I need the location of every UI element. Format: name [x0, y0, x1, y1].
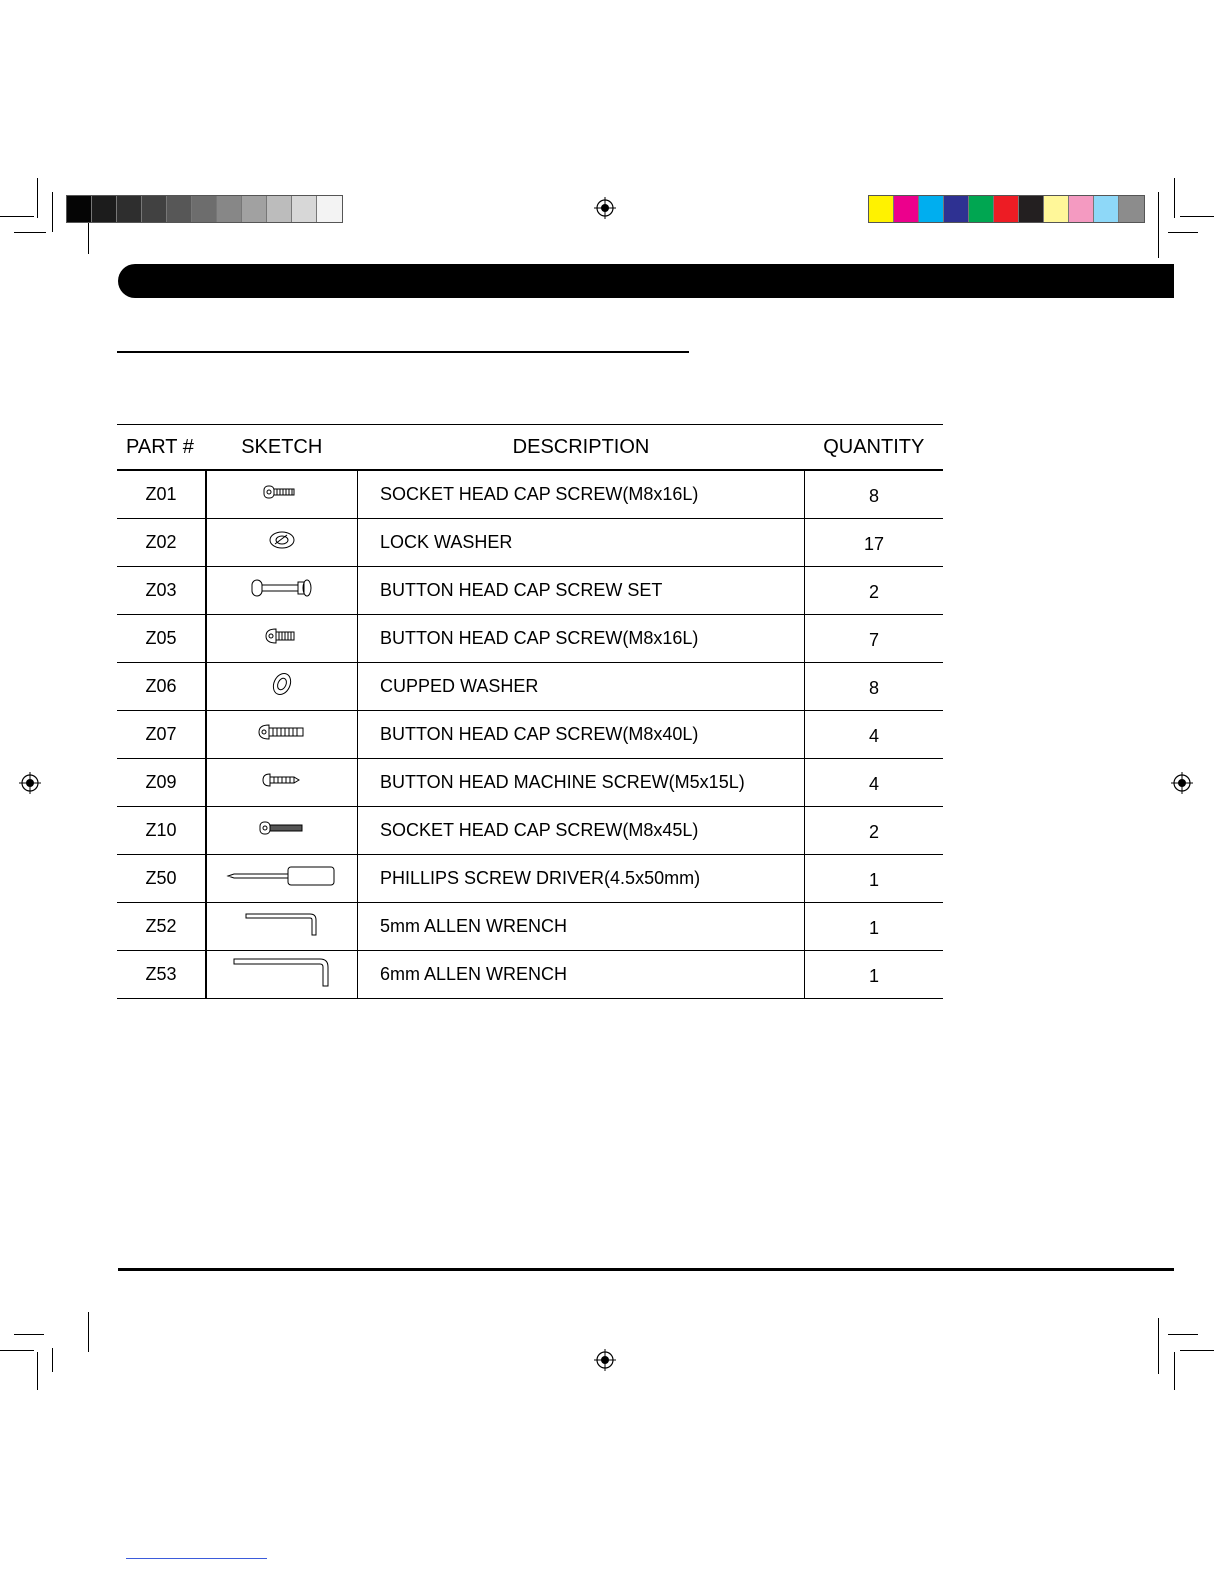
part-quantity: 7 [805, 615, 944, 663]
sketch-cell [206, 711, 358, 759]
sketch-cell [206, 663, 358, 711]
crop-mark [1168, 232, 1198, 233]
sketch-cell [206, 807, 358, 855]
crop-mark [1158, 192, 1159, 258]
part-quantity: 17 [805, 519, 944, 567]
color-swatch [869, 196, 894, 222]
gray-swatch [167, 196, 192, 222]
part-quantity: 8 [805, 663, 944, 711]
crop-mark [1168, 1334, 1198, 1335]
part-number: Z53 [117, 951, 206, 999]
color-swatch [1094, 196, 1119, 222]
part-number: Z50 [117, 855, 206, 903]
gray-swatch [117, 196, 142, 222]
crop-mark [1180, 216, 1214, 217]
title-underline [117, 351, 689, 353]
part-quantity: 2 [805, 807, 944, 855]
sketch-cell [206, 519, 358, 567]
part-quantity: 1 [805, 855, 944, 903]
table-row [117, 807, 943, 855]
table-row [117, 567, 943, 615]
color-swatch [969, 196, 994, 222]
crop-mark [14, 232, 46, 233]
lock-washer-icon [267, 529, 297, 556]
crop-mark [52, 1348, 53, 1372]
part-description: BUTTON HEAD CAP SCREW SET [358, 567, 805, 615]
part-description: BUTTON HEAD CAP SCREW(M8x16L) [358, 615, 805, 663]
header-band [118, 264, 1174, 298]
footer-rule [118, 1268, 1174, 1271]
crop-mark [52, 192, 53, 232]
gray-swatch [317, 196, 342, 222]
part-number: Z09 [117, 759, 206, 807]
allen-wrench-large-icon [232, 956, 332, 993]
socket-screw-long-icon [258, 820, 306, 841]
table-row [117, 470, 943, 519]
part-number: Z52 [117, 903, 206, 951]
part-number: Z02 [117, 519, 206, 567]
gray-swatch [292, 196, 317, 222]
gray-swatch [92, 196, 117, 222]
crop-mark [1174, 178, 1175, 218]
sketch-cell [206, 951, 358, 999]
part-quantity: 4 [805, 711, 944, 759]
part-quantity: 1 [805, 951, 944, 999]
color-swatch [944, 196, 969, 222]
part-description: CUPPED WASHER [358, 663, 805, 711]
crop-mark [88, 1312, 89, 1352]
part-number: Z01 [117, 470, 206, 519]
part-description: 6mm ALLEN WRENCH [358, 951, 805, 999]
part-description: BUTTON HEAD MACHINE SCREW(M5x15L) [358, 759, 805, 807]
machine-screw-icon [261, 772, 303, 793]
gray-swatch [192, 196, 217, 222]
part-quantity: 8 [805, 470, 944, 519]
crop-mark [0, 216, 34, 217]
part-number: Z07 [117, 711, 206, 759]
crop-mark [1180, 1350, 1214, 1351]
part-number: Z03 [117, 567, 206, 615]
crop-mark [1174, 1352, 1175, 1390]
table-row [117, 855, 943, 903]
table-row [117, 759, 943, 807]
part-description: 5mm ALLEN WRENCH [358, 903, 805, 951]
table-row [117, 711, 943, 759]
table-row [117, 903, 943, 951]
part-description: BUTTON HEAD CAP SCREW(M8x40L) [358, 711, 805, 759]
part-description: SOCKET HEAD CAP SCREW(M8x16L) [358, 470, 805, 519]
table-row [117, 615, 943, 663]
bottom-link-line [126, 1558, 267, 1559]
gray-swatch [242, 196, 267, 222]
crop-mark [37, 178, 38, 218]
crop-mark [1158, 1318, 1159, 1374]
button-screw-long-icon [257, 723, 307, 746]
color-swatch [1019, 196, 1044, 222]
socket-screw-short-icon [262, 484, 302, 505]
header-description: DESCRIPTION [358, 425, 805, 471]
sketch-cell [206, 759, 358, 807]
screwdriver-icon [226, 865, 338, 892]
crop-mark [37, 1352, 38, 1390]
screw-set-icon [250, 577, 314, 604]
table-header-row [117, 425, 943, 471]
registration-mark-icon [594, 1349, 616, 1371]
crop-mark [0, 1350, 34, 1351]
crop-mark [14, 1334, 44, 1335]
part-description: PHILLIPS SCREW DRIVER(4.5x50mm) [358, 855, 805, 903]
sketch-cell [206, 855, 358, 903]
sketch-cell [206, 567, 358, 615]
gray-swatch [142, 196, 167, 222]
color-swatch [919, 196, 944, 222]
header-quantity: QUANTITY [805, 425, 944, 471]
sketch-cell [206, 903, 358, 951]
allen-wrench-small-icon [244, 911, 320, 942]
header-sketch: SKETCH [206, 425, 358, 471]
part-description: LOCK WASHER [358, 519, 805, 567]
part-quantity: 2 [805, 567, 944, 615]
color-swatch [1044, 196, 1069, 222]
color-swatch [1069, 196, 1094, 222]
sketch-cell [206, 470, 358, 519]
table-row [117, 519, 943, 567]
grayscale-bar [66, 195, 343, 223]
part-number: Z05 [117, 615, 206, 663]
parts-table [117, 424, 943, 999]
registration-mark-icon [594, 197, 616, 219]
table-row [117, 663, 943, 711]
cupped-washer-icon [269, 671, 295, 702]
color-swatch [1119, 196, 1144, 222]
color-swatch [894, 196, 919, 222]
table-row [117, 951, 943, 999]
sketch-cell [206, 615, 358, 663]
part-description: SOCKET HEAD CAP SCREW(M8x45L) [358, 807, 805, 855]
registration-mark-icon [19, 772, 41, 794]
part-number: Z06 [117, 663, 206, 711]
header-part: PART # [117, 425, 206, 471]
part-quantity: 1 [805, 903, 944, 951]
button-screw-short-icon [264, 627, 300, 650]
registration-mark-icon [1171, 772, 1193, 794]
crop-mark [88, 222, 89, 254]
gray-swatch [217, 196, 242, 222]
part-number: Z10 [117, 807, 206, 855]
gray-swatch [67, 196, 92, 222]
part-quantity: 4 [805, 759, 944, 807]
color-bar [868, 195, 1145, 223]
color-swatch [994, 196, 1019, 222]
gray-swatch [267, 196, 292, 222]
